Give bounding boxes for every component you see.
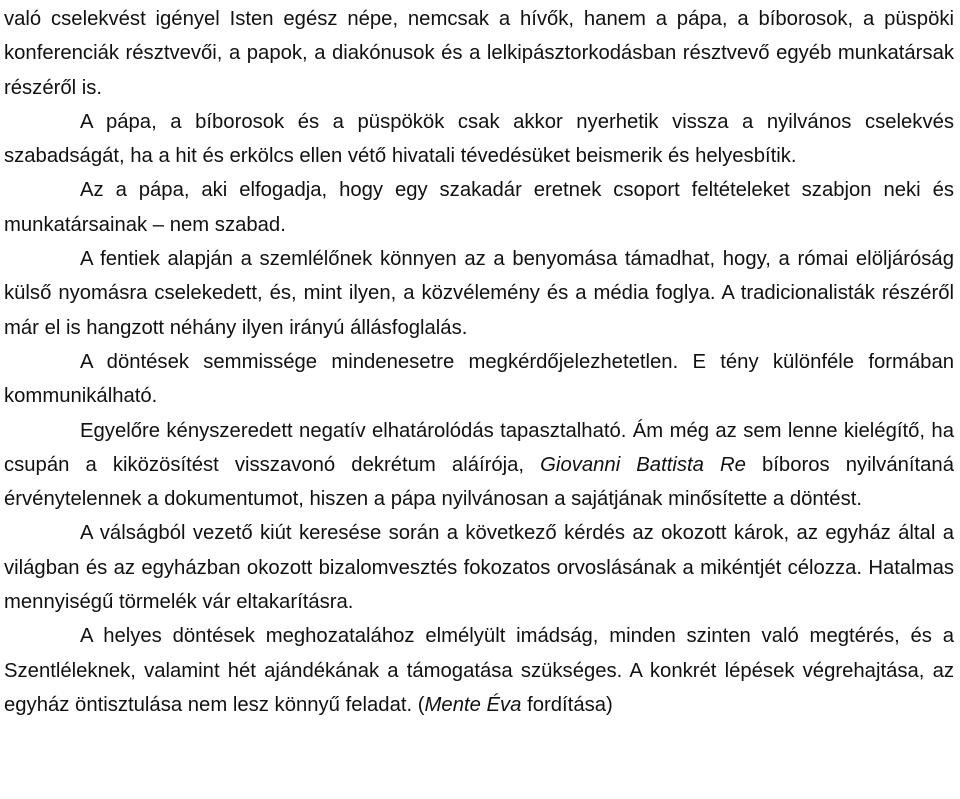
paragraph-text: A pápa, a bíborosok és a püspökök csak akkor nyerhetik vissza a nyilvános cselekvés szabadságát, ha a hit és erkölcs ellen vétő hivatali tévedésüket beismerik és helyesbítik. [4,110,954,168]
paragraph [4,242,954,345]
italic-name-text: Mente Éva [424,693,522,716]
paragraph-text: Egyelőre kényszeredett negatív elhatárolódás tapasztalható. Ám még az sem lenne kielégítő, ha csupán a kiközösítést visszavonó dekrétum aláírója, [4,419,954,476]
paragraph [4,105,954,174]
paragraph-text: A fentiek alapján a szemlélőnek könnyen az a benyomása támadhat, hogy, a római elöljáróság külső nyomásra cselekedett, és, mint ilyen, a közvélemény és a média foglya. A tradicionalisták részéről már el is hangzott néhány ilyen irányú állásfoglalás. [4,248,954,339]
paragraph-text: fordítása) [521,693,613,716]
paragraph [4,2,954,105]
paragraph-text: A válságból vezető kiút keresése során a következő kérdés az okozott károk, az egyház által a világban és az egyházban okozott bizalomvesztés fokozatos orvoslásának a mikéntjét célozza. Hatalmas mennyiségű törmelék vár eltakarításra. [4,522,954,614]
italic-name-text: Giovanni Battista Re [540,453,746,476]
paragraph-text: bíboros nyilvánítaná érvénytelennek a dokumentumot, hiszen a pápa nyilvánosan a sajátjának minősítette a döntést. [4,453,954,511]
paragraph-text: A döntések semmissége mindenesetre megkérdőjelezhetetlen. E tény különféle formában kommunikálható. [4,350,954,408]
paragraph [4,414,954,517]
paragraph [4,516,954,619]
paragraph-text: Az a pápa, aki elfogadja, hogy egy szakadár eretnek csoport feltételeket szabjon neki és munkatársainak – nem szabad. [4,179,954,236]
document-body [4,2,954,722]
paragraph [4,173,954,242]
paragraph [4,619,954,722]
paragraph-text: való cselekvést igényel Isten egész népe, nemcsak a hívők, hanem a pápa, a bíborosok, a püspöki konferenciák résztvevői, a papok, a diakónusok és a lelkipásztorkodásban résztvevő egyéb munkatársak részéről is. [4,8,954,99]
paragraph-text: A helyes döntések meghozatalához elmélyült imádság, minden szinten való megtérés, és a Szentléleknek, valamint hét ajándékának a támogatása szükséges. A konkrét lépések végrehajtása, az egyház öntisztulása nem lesz könnyű feladat. ( [4,625,954,716]
paragraph [4,345,954,414]
